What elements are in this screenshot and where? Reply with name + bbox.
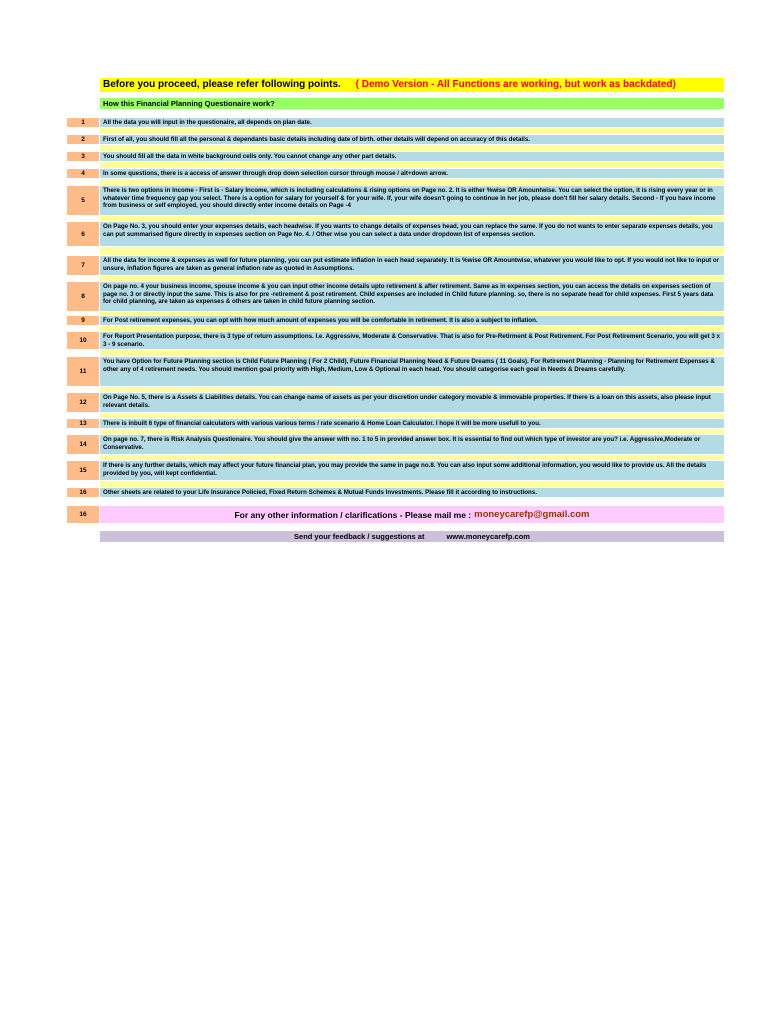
instruction-number: 16	[67, 488, 99, 497]
row-spacer	[100, 247, 724, 255]
instruction-number: 12	[67, 393, 99, 412]
feedback-row	[100, 531, 724, 542]
contact-email-link[interactable]: moneycarefp@gmail.com	[474, 509, 590, 520]
instruction-number: 7	[67, 256, 99, 275]
row-spacer	[100, 429, 724, 434]
instruction-text: You should fill all the data in white background cells only. You cannot change any other part details.	[100, 152, 724, 161]
instruction-number: 15	[67, 461, 99, 480]
row-spacer	[100, 276, 724, 281]
instruction-text: On page no. 7, there is Risk Analysis Questionaire. You should give the answer with no. 1 to 5 in provided answer box. It is essential to find out which type of investor are you? i.e. Aggressive,Moderate or Conservative.	[100, 435, 724, 454]
row-spacer	[100, 216, 724, 221]
row-spacer	[100, 326, 724, 331]
row-spacer	[100, 455, 724, 460]
instruction-text: For Report Presentation purpose, there is 3 type of return assumptions. I.e. Aggressive, Moderate & Conservative. That is also for Pre-Retirment & Post Retirement. For Post Retirement Scenario, you will get 3 x 3 - 9 scenario.	[100, 332, 724, 349]
instruction-number: 14	[67, 435, 99, 454]
instruction-number: 2	[67, 135, 99, 144]
instruction-number: 6	[67, 222, 99, 246]
instruction-text: First of all, you should fill all the personal & dependants basic details including date of birth. other details will depend on accuracy of this details.	[100, 135, 724, 144]
contact-row-number: 16	[67, 506, 99, 523]
row-spacer	[100, 481, 724, 487]
instruction-number: 10	[67, 332, 99, 349]
header-subtitle: How this Financial Planning Questionaire work?	[100, 98, 724, 109]
instruction-text: You have Option for Future Planning section is Child Future Planning ( For 2 Child), Future Financial Planning Need & Future Dreams ( 11 Goals). For Retirement Planning - Planning for Retirement Expenses & other any of 4 retirement needs. You should mention goal priority with High, Medium, Low & Optional in each head. You should categorise each goal in Needs & Dreams carefully.	[100, 357, 724, 386]
instruction-text: For Post retirement expenses, you can opt with how much amount of expenses you will be comfortable in retirement. It is also a subject to inflation.	[100, 316, 724, 325]
instruction-text: Other sheets are related to your Life Insurance Policied, Fixed Return Schemes & Mutual Funds Investments. Please fill it according to instructions.	[100, 488, 724, 497]
row-spacer	[100, 128, 724, 134]
instruction-number: 5	[67, 186, 99, 215]
demo-version-note: ( Demo Version - All Functions are working, but work as backdated)	[355, 79, 676, 90]
row-spacer	[100, 179, 724, 185]
instruction-number: 13	[67, 419, 99, 428]
instruction-text: On Page No. 3, you should enter your expenses details, each headwise. If you wants to change details of expenses head, you can replace the same. If you do not wants to enter separate expenses details, you can put summarised figure directly in expenses section on Page No. 4. / Other wise you can select a data under dropdown list of expenses section.	[100, 222, 724, 246]
row-spacer	[100, 350, 724, 356]
instruction-number: 11	[67, 357, 99, 386]
instruction-text: All the data for income & expenses as well for future planning, you can put estimate inflation in each head separately. It is %wise OR Amountwise, whatever you would like to opt. If you would not like to input or unsure, inflation figures are taken as general inflation rate as quoted in Assumptions.	[100, 256, 724, 275]
instruction-number: 1	[67, 118, 99, 127]
instruction-number: 9	[67, 316, 99, 325]
header-title: Before you proceed, please refer following points.	[103, 79, 341, 90]
row-spacer	[100, 312, 724, 315]
instruction-text: All the data you will input in the questionaire, all depends on plan date.	[100, 118, 724, 127]
instruction-text: There is two options in Income - First is - Salary Income, which is including calculations & rising options on Page no. 2. It is either %wise OR Amountwise. You can select the option, it is rising every year or in whatever time frequency gap you select. There is a option for salary for yourself & for your wife. If, your wife doesn't going to continue in her job, please don't fill her salary details. Second - If you have income from business or self employed, you should directly enter income details on Page -4	[100, 186, 724, 215]
instruction-text: There is inbuilt 6 type of financial calculators with various various terms / rate scenario & Home Loan Calculator. I hope it will be more usefull to you.	[100, 419, 724, 428]
row-spacer	[100, 413, 724, 418]
feedback-text: Send your feedback / suggestions at	[294, 532, 425, 541]
instruction-number: 3	[67, 152, 99, 161]
instruction-text: On page no. 4 your business income, spouse income & you can input other income details upto retirement & after retirement. Same as in expenses section, you can access the details on expenses section of page no. 3 or directly input the same. This is also for pre -retirement & post retirement. Child expenses are included in Child future planning. so, there is no separate head for child expenses. First 5 years data for child planning, are taken as expenses & others are taken in child future planning section.	[100, 282, 724, 311]
contact-box	[100, 506, 724, 523]
row-spacer	[100, 162, 724, 168]
instruction-number: 8	[67, 282, 99, 311]
instruction-text: In some questions, there is a access of answer through drop down selection cursor through mouse / alt+down arrow.	[100, 169, 724, 178]
instruction-text: On Page No. 5, there is a Assets & Liabilities details. You can change name of assets as per your discretion under category movable & immovable properties. If there is a loan on this assets, also please input relevant details.	[100, 393, 724, 412]
instruction-number: 4	[67, 169, 99, 178]
feedback-website-link[interactable]: www.moneycarefp.com	[446, 532, 530, 541]
row-spacer	[100, 145, 724, 151]
instruction-text: If there is any further details, which may affect your future financial plan, you may provide the same in page no.8. You can also input some additional information, you would like to provide us. All the details provided by you, will kept confidential.	[100, 461, 724, 480]
row-spacer	[100, 387, 724, 392]
header-title-row	[100, 78, 724, 92]
contact-text: For any other information / clarifications - Please mail me :	[234, 509, 472, 520]
